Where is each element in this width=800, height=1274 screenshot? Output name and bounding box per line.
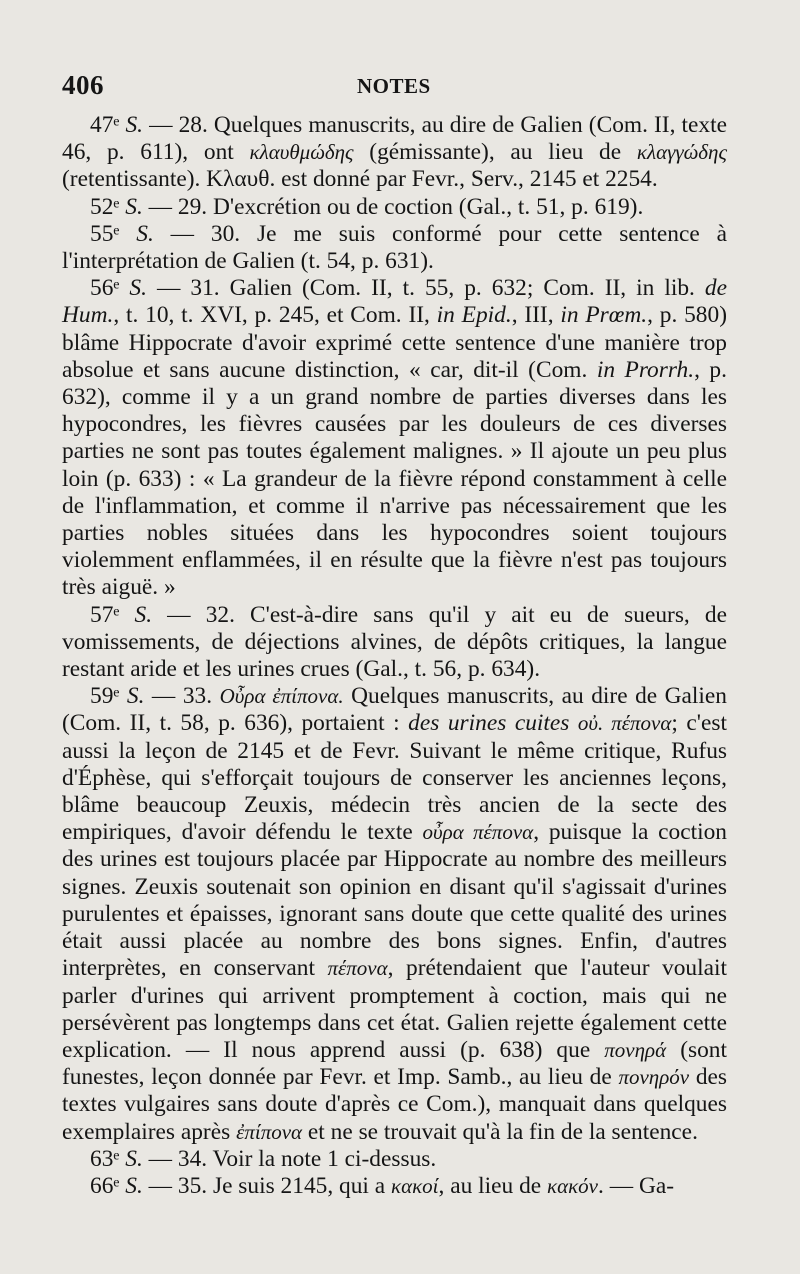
note-label: 56ᵉ (90, 275, 130, 302)
note-text: , p. 632), comme il y a un grand nombre de parties diverses dans les hypocondres, les fièvres causées par les douleurs de ces diverses parties ne sont pas toutes également malignes. » Il ajoute un peu plus loin (p. 633) : « La grandeur de la fièvre répond constamment à celle de l'inflammation, et comme il n'arrive pas nécessairement que les parties nobles situées dans les hypocondres soient toujours violemment enflammées, il en résulte que la fièvre n'est pas toujours très aiguë. » (62, 356, 727, 601)
note-text: (gémissante), au lieu de (353, 139, 637, 166)
page-number: 406 (62, 70, 104, 100)
note-text: et ne se trouvait qu'à la fin de la sentence. (302, 1118, 698, 1145)
greek-term: πέπονα (327, 956, 388, 981)
greek-term: κλαγγώδης (636, 140, 727, 165)
note-label: 66ᵉ (90, 1172, 126, 1199)
greek-term: κακοί (391, 1173, 439, 1198)
note-paragraph (62, 112, 727, 194)
sentence-ref: S. (125, 1172, 143, 1199)
sentence-ref: S. (129, 275, 147, 302)
italic-citation: des urines cuites (408, 710, 570, 737)
note-text: — 35. Je suis 2145, qui a (142, 1172, 391, 1199)
note-label: 55ᵉ (90, 220, 137, 247)
note-paragraph (62, 602, 727, 684)
note-text: — 33. (144, 683, 220, 710)
note-label: 57ᵉ (90, 601, 135, 628)
greek-term: οὖρα πέπονα (422, 820, 534, 845)
sentence-ref: S. (136, 220, 154, 247)
greek-term: οὐ. πέπονα (577, 711, 672, 736)
notes-body (62, 112, 727, 1200)
note-text: Quelques manuscrits, au dire de Galien (Com. II, t. 58, p. 636), portaient : (62, 683, 727, 737)
greek-term: πονηρά (604, 1037, 667, 1062)
sentence-ref: S. (125, 193, 143, 220)
sentence-ref: S. (125, 1145, 143, 1172)
note-text: — 31. Galien (Com. II, t. 55, p. 632; Com. II, in lib. (146, 275, 705, 302)
sentence-ref: S. (125, 112, 144, 138)
note-text: — 30. Je me suis conformé pour cette sentence à l'interprétation de Galien (t. 54, p. 631). (62, 220, 727, 275)
page-header (62, 70, 740, 110)
note-text: , t. 10, t. XVI, p. 245, et Com. II, (113, 302, 437, 329)
italic-citation: in Prœm. (560, 302, 648, 329)
greek-term: ἐπίπονα (236, 1119, 303, 1144)
note-text: ; c'est aussi la leçon de 2145 et de Fevr. Suivant le même critique, Rufus d'Éphèse, qui s'efforçait toujours de conserver les anciennes leçons, blâme beaucoup Zeuxis, médecin très ancien de la secte des empiriques, d'avoir défendu le texte (62, 710, 727, 846)
note-text: , III, (511, 302, 561, 329)
greek-term: κακόν (547, 1173, 599, 1198)
note-paragraph (62, 683, 727, 1145)
note-label: 63ᵉ (90, 1145, 126, 1172)
note-text: , prétendaient que l'auteur voulait parler d'urines qui arrivent promptement à coction, mais qui ne persévèrent pas longtemps dans cet état. Galien rejette également cette explication. — Il nous apprend aussi (p. 638) que (62, 955, 727, 1063)
note-text: des textes vulgaires sans doute d'après ce Com.), manquait dans quelques exemplaires après (62, 1064, 728, 1145)
note-text: , au lieu de (438, 1172, 547, 1199)
note-label: 47ᵉ (90, 112, 126, 138)
note-text: . — Ga- (598, 1172, 675, 1199)
note-text: , p. 580) blâme Hippocrate d'avoir exprimé cette sentence d'une manière trop absolue et sans aucune distinction, « car, dit-il (Com. (62, 302, 727, 383)
note-paragraph (62, 1146, 727, 1173)
italic-citation: in Epid. (436, 302, 512, 329)
italic-citation: de Hum. (62, 275, 727, 329)
sentence-ref: S. (134, 601, 153, 628)
note-paragraph (62, 221, 727, 275)
note-text: — 29. D'excrétion ou de coction (Gal., t. 51, p. 619). (142, 193, 644, 220)
greek-term: πονηρόν (618, 1065, 690, 1090)
note-paragraph (62, 1173, 727, 1200)
greek-term: Οὖρα ἐπίπονα. (219, 684, 344, 709)
greek-term: κλαυθμώδης (249, 140, 354, 165)
note-text: — 28. Quelques manuscrits, au dire de Galien (Com. II, texte 46, p. 611), ont (62, 112, 727, 166)
note-label: 52ᵉ (90, 193, 126, 220)
note-text: — 34. Voir la note 1 ci-dessus. (142, 1145, 437, 1172)
note-text (569, 710, 578, 736)
sentence-ref: S. (126, 683, 145, 710)
note-text: (sont funestes, leçon donnée par Fevr. et Imp. Samb., au lieu de (62, 1036, 727, 1091)
italic-citation: in Prorrh. (596, 356, 695, 383)
note-text: , puisque la coction des urines est toujours placée par Hippocrate au nombre des meilleurs signes. Zeuxis soutenait son opinion en disant qu'il s'agissait d'urines purulentes et épaisses, ignorant sans doute que cette qualité des urines était aussi placée au nombre des bons signes. Enfin, d'autres interprètes, en conservant (62, 819, 727, 982)
running-title: NOTES (357, 74, 431, 98)
note-paragraph (62, 275, 727, 601)
note-text: (retentissante). Κλαυθ. est donné par Fevr., Serv., 2145 et 2254. (62, 166, 658, 193)
note-paragraph (62, 194, 727, 221)
note-text: — 32. C'est-à-dire sans qu'il y ait eu de sueurs, de vomissements, de déjections alvines, de dépôts critiques, la langue restant aride et les urines crues (Gal., t. 56, p. 634). (62, 601, 727, 683)
note-label: 59ᵉ (90, 683, 127, 710)
